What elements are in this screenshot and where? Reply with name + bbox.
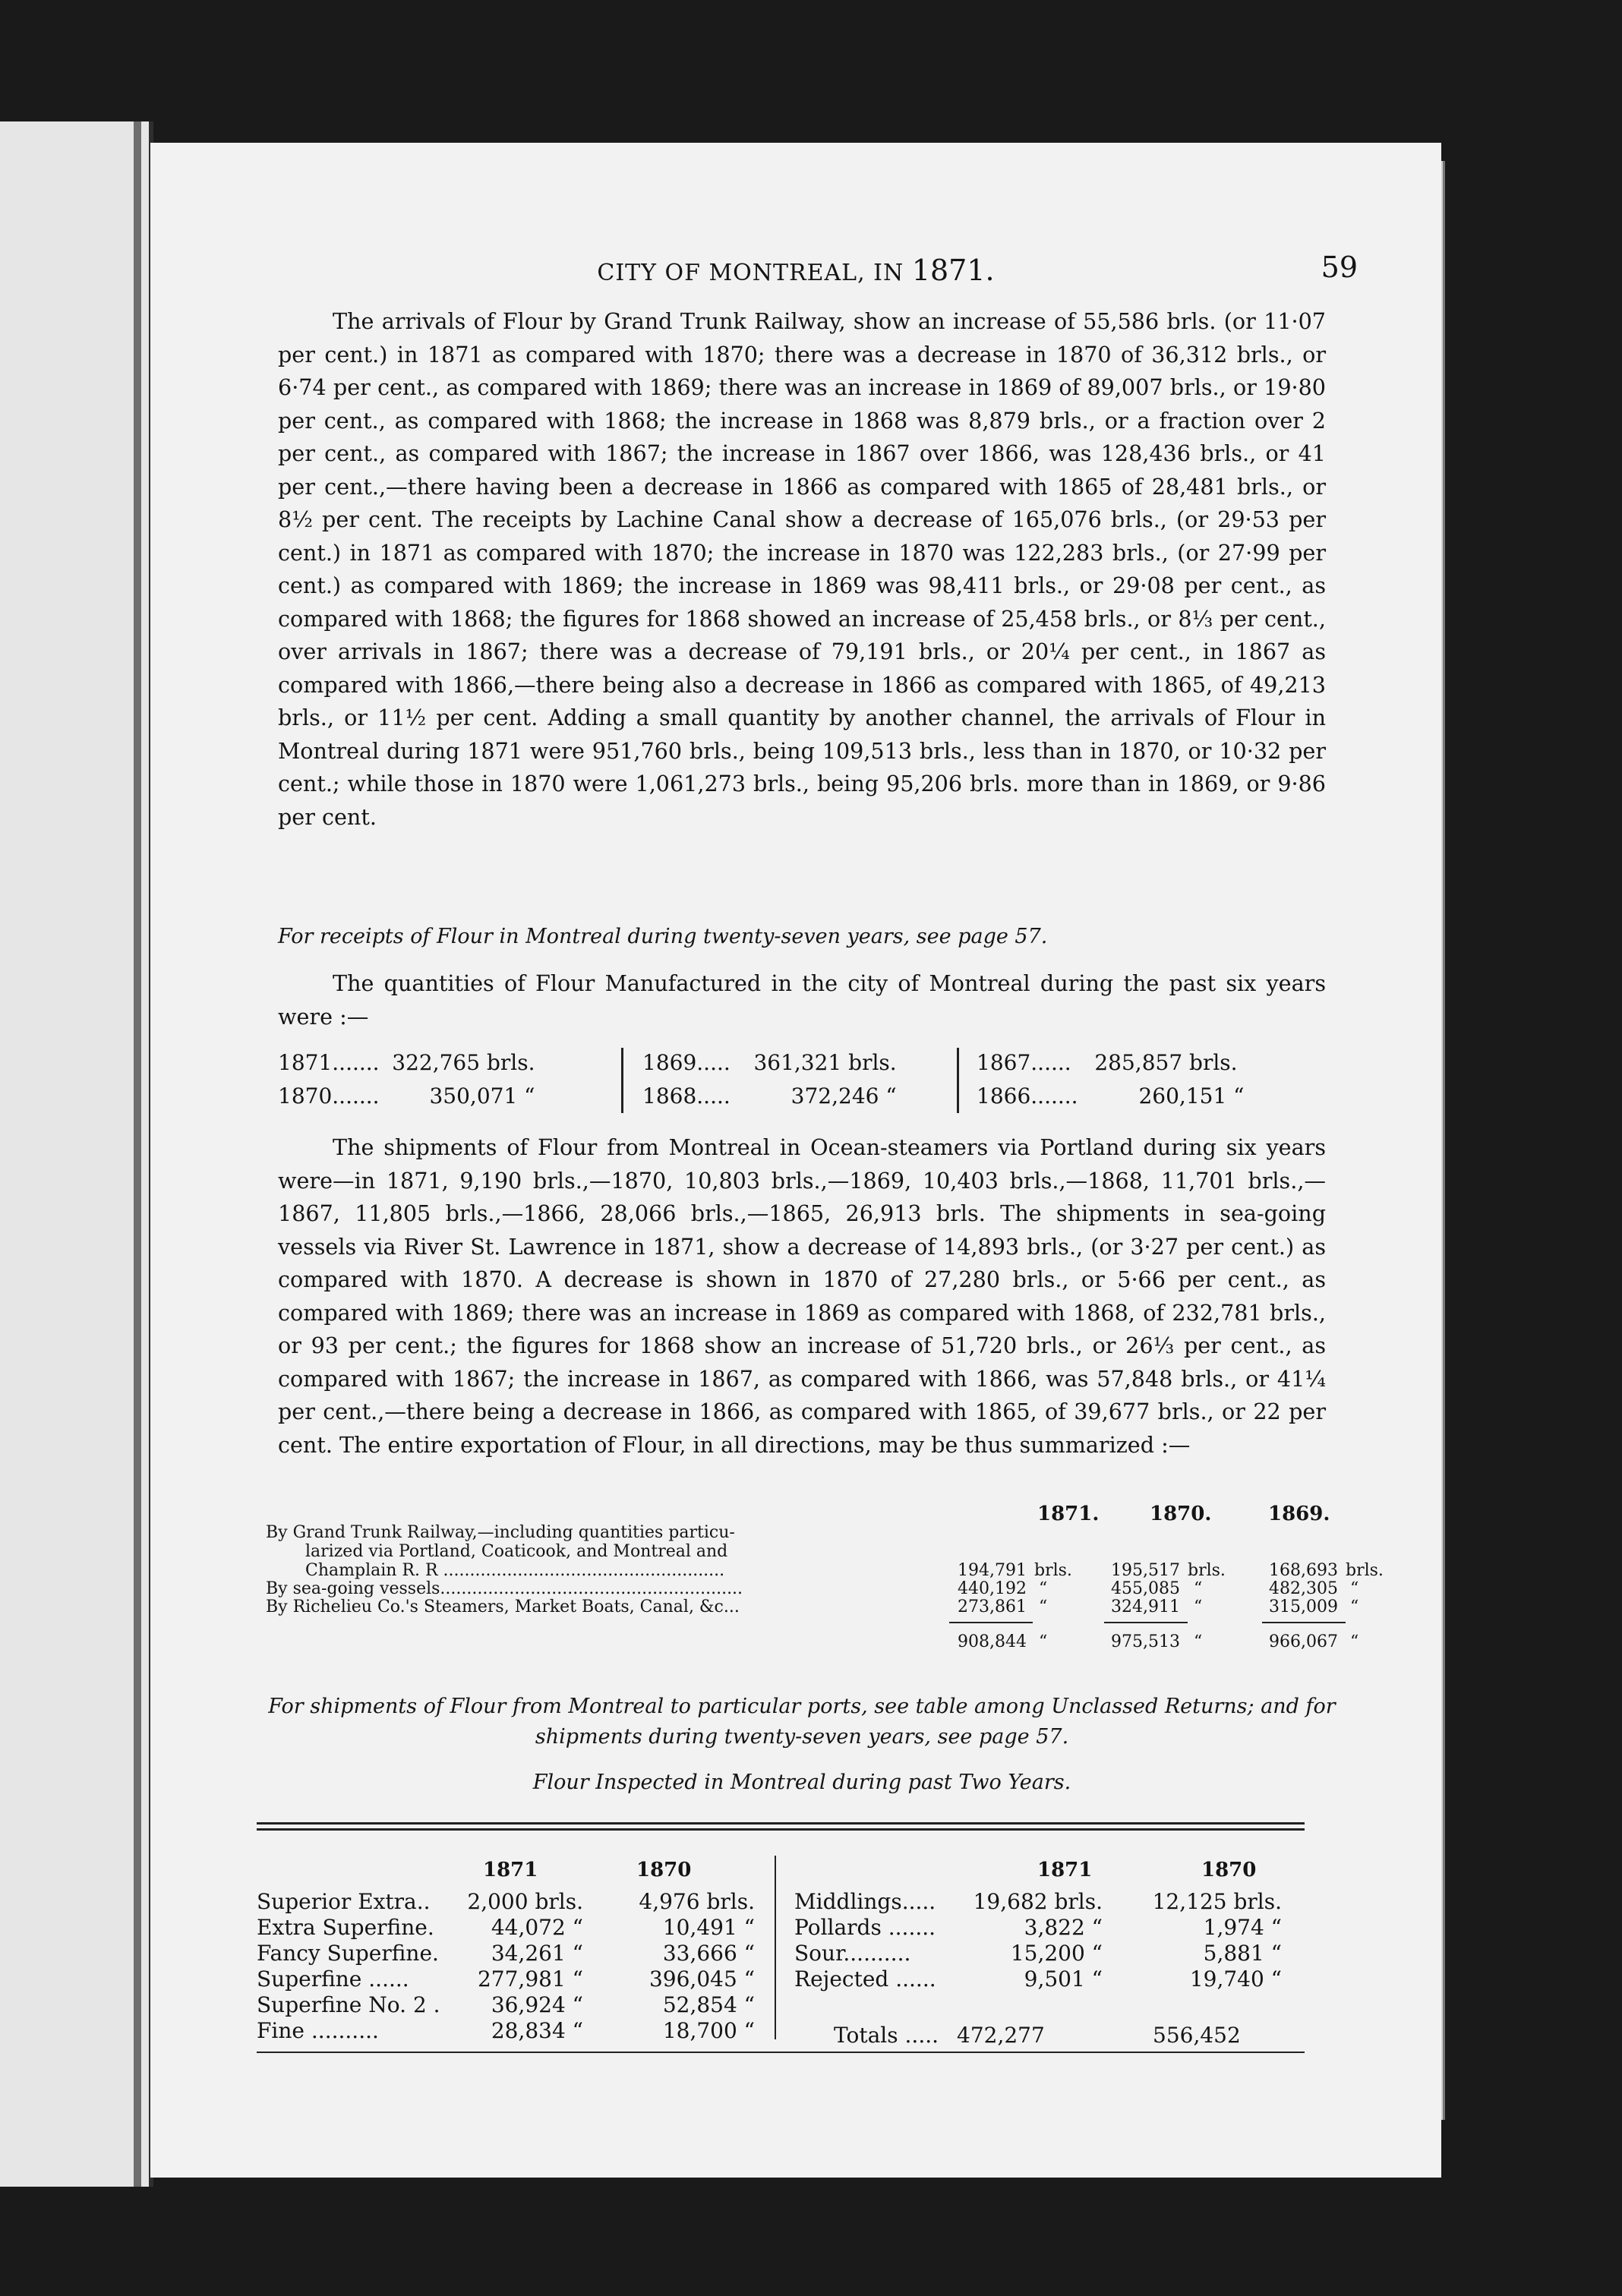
manufactured-row: 1870....... 350,071 “ <box>278 1083 535 1109</box>
total-1870: 556,452 <box>1153 2023 1241 2048</box>
grade-label: Extra Superfine. <box>257 1915 434 1940</box>
grade-value-1870: 5,881 “ <box>1203 1941 1282 1966</box>
year-header: 1870. <box>1150 1503 1212 1525</box>
grade-label: Superfine ...... <box>257 1966 409 1992</box>
export-unit: “ <box>1039 1579 1048 1598</box>
totals-label: Totals ..... <box>834 2023 939 2048</box>
column-divider <box>621 1048 623 1113</box>
grade-value-1870: 1,974 “ <box>1203 1915 1282 1940</box>
total-rule <box>949 1622 1033 1623</box>
grade-value-1870: 33,666 “ <box>662 1941 755 1966</box>
year-header: 1870 <box>636 1859 692 1881</box>
manufactured-col-1 <box>278 1046 535 1113</box>
grade-value-1871: 9,501 “ <box>1024 1966 1103 1992</box>
export-unit: “ <box>1039 1597 1048 1616</box>
export-row-label: By Richelieu Co.'s Steamers, Market Boats, Canal, &c... <box>266 1597 740 1616</box>
flour-arrivals-paragraph <box>278 305 1326 834</box>
export-unit: “ <box>1194 1579 1203 1598</box>
book-gutter <box>134 121 141 2187</box>
book-page <box>150 143 1441 2178</box>
grade-value-1870: 10,491 “ <box>662 1915 755 1940</box>
grade-value-1870: 18,700 “ <box>662 2018 755 2043</box>
exports-summary-table <box>266 1503 1384 1651</box>
manufactured-intro <box>278 967 1326 1033</box>
grade-value-1870: 4,976 brls. <box>639 1889 755 1914</box>
inspected-table-title: Flour Inspected in Montreal during past Two Years. <box>532 1771 1071 1794</box>
year-header: 1869. <box>1268 1503 1330 1525</box>
inspected-table <box>257 1822 1305 2048</box>
export-row-label: larized via Portland, Coaticook, and Montreal and <box>305 1542 728 1561</box>
export-unit: “ <box>1350 1579 1359 1598</box>
year-header: 1870 <box>1201 1859 1257 1881</box>
grade-value-1871: 277,981 “ <box>477 1966 583 1992</box>
manufactured-row: 1871....... 322,765 brls. <box>278 1050 535 1075</box>
export-value: 324,911 <box>1111 1597 1180 1616</box>
paragraph-text: The shipments of Flour from Montreal in Ocean-steamers via Portland during six years were—in 1871, 9,190 brls.,—1870, 10,803 brls.,—1869, 10,403 brls.,—1868, 11,701 brls.,—1867, 11,805 brls.,—1866, 28,066 brls.,—1865, 26,913 brls. The shipments in sea-going vessels via River St. Lawrence in 1871, show a decrease of 14,893 brls., (or 3·27 per cent.) as compared with 1870. A decrease is shown in 1870 of 27,280 brls., or 5·66 per cent., as compared with 1869; there was an increase in 1869 as compared with 1868, of 232,781 brls., or 93 per cent.; the figures for 1868 show an increase of 51,720 brls., or 26⅓ per cent., as compared with 1867; the increase in 1867, as compared with 1866, was 57,848 brls., or 41¼ per cent.,—there being a decrease in 1866, as compared with 1865, of 39,677 brls., or 22 per cent. The entire exportation of Flour, in all directions, may be thus summarized :— <box>278 1134 1326 1458</box>
export-total: 966,067 <box>1269 1632 1338 1651</box>
column-divider <box>775 1856 776 2039</box>
export-value: 455,085 <box>1111 1579 1180 1598</box>
export-unit: “ <box>1350 1632 1359 1651</box>
export-unit: “ <box>1350 1597 1359 1616</box>
grade-label: Superior Extra.. <box>257 1889 431 1914</box>
export-total: 975,513 <box>1111 1632 1180 1651</box>
export-unit: brls. <box>1346 1561 1384 1580</box>
export-unit: “ <box>1039 1632 1048 1651</box>
export-value: 273,861 <box>958 1597 1027 1616</box>
export-unit: brls. <box>1034 1561 1072 1580</box>
export-value: 440,192 <box>958 1579 1027 1598</box>
paragraph-text: The arrivals of Flour by Grand Trunk Railway, show an increase of 55,586 brls. (or 11·07 per cent.) in 1871 as compared with 1870; there was a decrease in 1870 of 36,312 brls., or 6·74 per cent., as compared with 1869; there was an increase in 1869 of 89,007 brls., or 19·80 per cent., as compared with 1868; the increase in 1868 was 8,879 brls., or a fraction over 2 per cent., as compared with 1867; the increase in 1867 over 1866, was 128,436 brls., or 41 per cent.,—there having been a decrease in 1866 as compared with 1865 of 28,481 brls., or 8½ per cent. The receipts by Lachine Canal show a decrease of 165,076 brls., (or 29·53 per cent.) in 1871 as compared with 1870; the increase in 1870 was 122,283 brls., (or 27·99 per cent.) as compared with 1869; the increase in 1869 was 98,411 brls., or 29·08 per cent., as compared with 1868; the figures for 1868 showed an increase of 25,458 brls., or 8⅓ per cent., over arrivals in 1867; there was a decrease of 79,191 brls., or 20¼ per cent., in 1867 as compared with 1866,—there being also a decrease in 1866 as compared with 1865, of 49,213 brls., or 11½ per cent. Adding a small quantity by another channel, the arrivals of Flour in Montreal during 1871 were 951,760 brls., being 109,513 brls., less than in 1870, or 10·32 per cent.; while those in 1870 were 1,061,273 brls., being 95,206 brls. more than in 1869, or 9·86 per cent. <box>278 308 1326 830</box>
running-header <box>150 251 1441 299</box>
export-row-label: By Grand Trunk Railway,—including quantities particu- <box>266 1523 735 1542</box>
year-header: 1871 <box>483 1859 538 1881</box>
grade-value-1870: 52,854 “ <box>662 1992 755 2017</box>
manufactured-row: 1869..... 361,321 brls. <box>642 1050 897 1075</box>
grade-value-1870: 12,125 brls. <box>1152 1889 1282 1914</box>
page-title <box>150 254 1441 287</box>
grade-label: Rejected ...... <box>794 1966 936 1992</box>
grade-value-1871: 3,822 “ <box>1024 1915 1103 1940</box>
table-top-rule <box>257 1828 1305 1831</box>
year-header: 1871. <box>1037 1503 1100 1525</box>
receipts-note: For receipts of Flour in Montreal during twenty-seven years, see page 57. <box>278 925 1048 948</box>
grade-label: Middlings..... <box>794 1889 936 1914</box>
manufactured-col-2 <box>642 1046 897 1113</box>
manufactured-row: 1868..... 372,246 “ <box>642 1083 897 1109</box>
adjacent-page-edge <box>0 121 153 2187</box>
export-row-label: Champlain R. R ..................................................... <box>305 1561 725 1580</box>
grade-value-1871: 2,000 brls. <box>467 1889 583 1914</box>
export-value: 482,305 <box>1269 1579 1338 1598</box>
total-rule <box>1104 1622 1188 1623</box>
export-row-label: By sea-going vessels......................................................... <box>266 1579 743 1598</box>
grade-label: Fine .......... <box>257 2018 379 2043</box>
export-unit: brls. <box>1188 1561 1226 1580</box>
grade-value-1871: 36,924 “ <box>491 1992 583 2017</box>
year-header: 1871 <box>1037 1859 1093 1881</box>
total-rule <box>1262 1622 1346 1623</box>
title-text: CITY OF MONTREAL, IN <box>597 260 904 286</box>
export-value: 194,791 <box>958 1561 1027 1580</box>
export-value: 195,517 <box>1111 1561 1180 1580</box>
export-unit: “ <box>1194 1597 1203 1616</box>
total-1871: 472,277 <box>957 2023 1045 2048</box>
manufactured-table <box>278 1046 1326 1119</box>
grade-value-1870: 19,740 “ <box>1189 1966 1282 1992</box>
table-top-rule <box>257 1822 1305 1824</box>
grade-value-1871: 15,200 “ <box>1010 1941 1103 1966</box>
export-total: 908,844 <box>958 1632 1027 1651</box>
grade-label: Superfine No. 2 . <box>257 1992 440 2017</box>
grade-value-1871: 19,682 brls. <box>973 1889 1103 1914</box>
grade-label: Sour.......... <box>794 1941 911 1966</box>
grade-label: Pollards ....... <box>794 1915 936 1940</box>
grade-value-1871: 34,261 “ <box>491 1941 583 1966</box>
manufactured-col-3 <box>977 1046 1244 1113</box>
manufactured-row: 1866....... 260,151 “ <box>977 1083 1245 1109</box>
shipments-note: For shipments of Flour from Montreal to particular ports, see table among Unclassed Returns; and for shipments during twenty-seven years, see page 57. <box>268 1695 1336 1749</box>
export-value: 168,693 <box>1269 1561 1338 1580</box>
shipments-paragraph <box>278 1131 1326 1462</box>
column-divider <box>957 1048 959 1113</box>
export-value: 315,009 <box>1269 1597 1338 1616</box>
page-number: 59 <box>1321 251 1358 284</box>
grade-value-1871: 28,834 “ <box>491 2018 583 2043</box>
title-year: 1871. <box>911 254 995 287</box>
grade-value-1870: 396,045 “ <box>648 1966 755 1992</box>
paragraph-text: The quantities of Flour Manufactured in the city of Montreal during the past six years were :— <box>278 970 1326 1030</box>
grade-value-1871: 44,072 “ <box>491 1915 583 1940</box>
manufactured-row: 1867...... 285,857 brls. <box>977 1050 1238 1075</box>
grade-label: Fancy Superfine. <box>257 1941 439 1966</box>
export-unit: “ <box>1194 1632 1203 1651</box>
table-bottom-rule <box>257 2052 1305 2053</box>
